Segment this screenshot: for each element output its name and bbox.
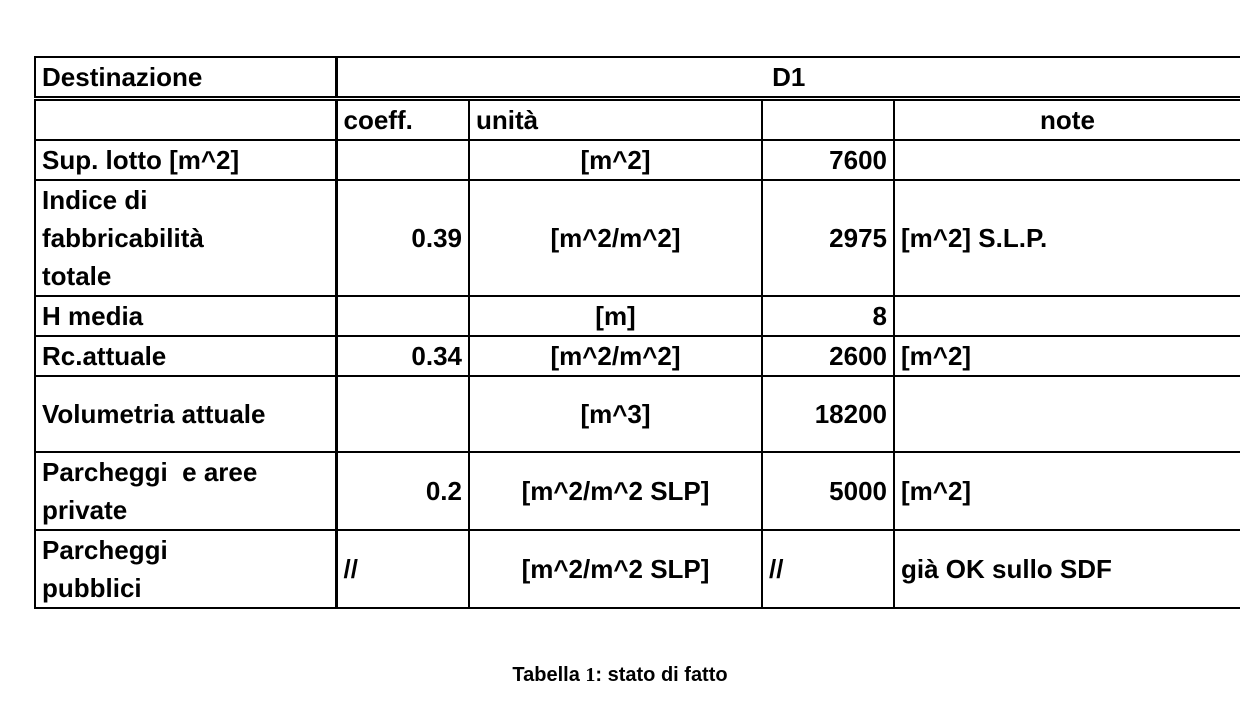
row-note: già OK sullo SDF [894,530,1240,608]
table-row [35,296,1240,336]
row-note: [m^2] [894,452,1240,530]
row-value: 2975 [762,180,894,296]
table-row [35,376,1240,452]
row-unit: [m^3] [469,376,762,452]
row-note: [m^2] [894,336,1240,376]
row-label: Volumetria attuale [35,376,336,452]
data-table [34,56,1240,609]
row-coeff: 0.2 [336,452,469,530]
row-unit: [m^2/m^2 SLP] [469,530,762,608]
row-coeff: 0.34 [336,336,469,376]
table-row [35,530,1240,608]
row-label: Sup. lotto [m^2] [35,140,336,180]
row-unit: [m^2] [469,140,762,180]
column-header-value [762,99,894,141]
column-header-unita: unità [469,99,762,141]
column-header-coeff: coeff. [336,99,469,141]
caption-text: : stato di fatto [595,664,728,686]
row-coeff: // [336,530,469,608]
row-label: H media [35,296,336,336]
row-coeff: 0.39 [336,180,469,296]
row-label: Parcheggi pubblici [35,530,336,608]
row-label: Rc.attuale [35,336,336,376]
column-header-row [35,99,1240,141]
table-row [35,140,1240,180]
column-header-empty [35,99,336,141]
row-value: 2600 [762,336,894,376]
row-note [894,296,1240,336]
row-value: 7600 [762,140,894,180]
row-unit: [m^2/m^2 SLP] [469,452,762,530]
row-coeff [336,376,469,452]
row-note [894,376,1240,452]
row-coeff [336,296,469,336]
row-value: 5000 [762,452,894,530]
row-label: Indice di fabbricabilità totale [35,180,336,296]
column-header-note: note [894,99,1240,141]
caption-prefix: Tabella [512,664,586,686]
row-unit: [m^2/m^2] [469,336,762,376]
row-label: Parcheggi e aree private [35,452,336,530]
row-note: [m^2] S.L.P. [894,180,1240,296]
destination-label: Destinazione [35,57,336,99]
table-row [35,452,1240,530]
table-row [35,336,1240,376]
table-caption [0,664,1240,687]
table-row [35,180,1240,296]
row-note [894,140,1240,180]
row-value: // [762,530,894,608]
row-value: 8 [762,296,894,336]
row-unit: [m] [469,296,762,336]
caption-number: 1 [585,664,596,686]
row-unit: [m^2/m^2] [469,180,762,296]
row-coeff [336,140,469,180]
table-header-row [35,57,1240,99]
row-value: 18200 [762,376,894,452]
destination-value: D1 [336,57,1240,99]
